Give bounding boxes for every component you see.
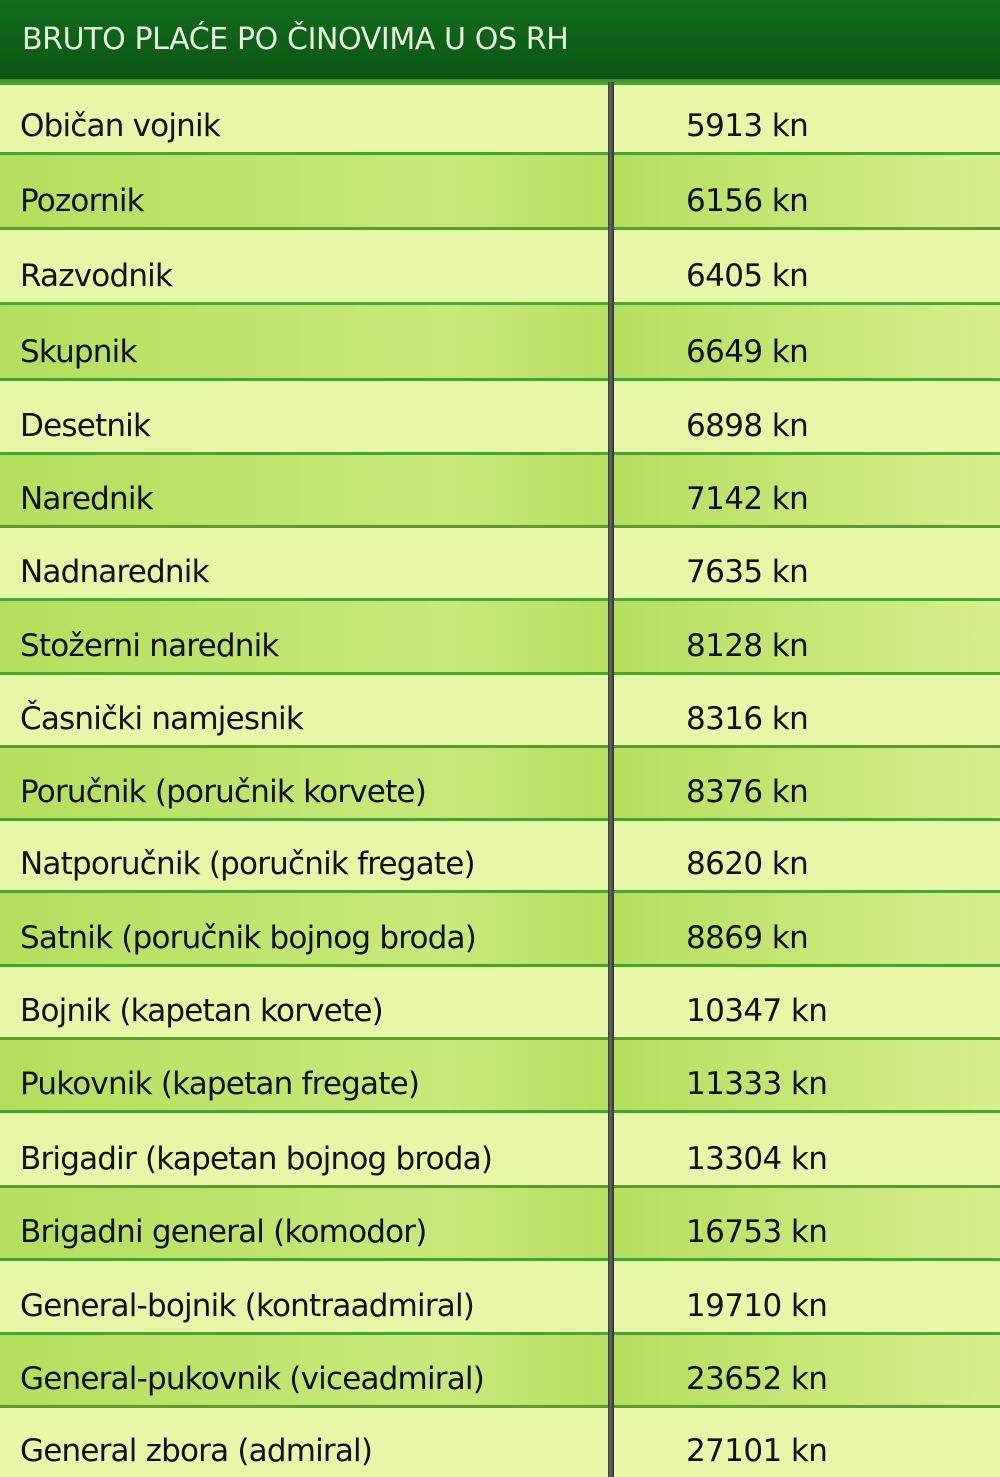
salary-value: 8376 kn [686,774,809,810]
table-header [0,0,1000,82]
rank-label: Časnički namjesnik [20,701,304,737]
salary-value: 8620 kn [686,846,809,882]
table-row [0,378,1000,452]
rank-label: Bojnik (kapetan korvete) [20,993,383,1029]
table-row [0,1258,1000,1332]
rank-label: General-pukovnik (viceadmiral) [20,1361,485,1397]
rank-label: Razvodnik [20,258,173,294]
rank-label: Brigadni general (komodor) [20,1214,427,1250]
salary-value: 16753 kn [686,1214,828,1250]
rank-label: Pukovnik (kapetan fregate) [20,1066,420,1102]
rank-label: Pozornik [20,183,144,219]
salary-value: 19710 kn [686,1288,828,1324]
rank-label: General zbora (admiral) [20,1433,373,1469]
salary-value: 6156 kn [686,183,809,219]
rank-label: Poručnik (poručnik korvete) [20,774,426,810]
rank-label: Satnik (poručnik bojnog broda) [20,920,477,956]
table-row [0,1037,1000,1110]
salary-rows [0,82,1000,1477]
salary-value: 10347 kn [686,993,828,1029]
table-row [0,302,1000,378]
salary-value: 11333 kn [686,1066,828,1102]
salary-value: 13304 kn [686,1141,828,1177]
table-row [0,890,1000,964]
rank-label: Desetnik [20,408,151,444]
table-row [0,227,1000,302]
salary-value: 7635 kn [686,554,809,590]
table-title: BRUTO PLAĆE PO ČINOVIMA U OS RH [22,22,569,57]
salary-value: 23652 kn [686,1361,828,1397]
rank-label: Skupnik [20,334,137,370]
table-row [0,1185,1000,1258]
table-row [0,1110,1000,1185]
table-row [0,598,1000,672]
salary-value: 8869 kn [686,920,809,956]
rank-label: Nadnarednik [20,554,209,590]
table-row [0,818,1000,890]
salary-value: 6649 kn [686,334,809,370]
salary-value: 6898 kn [686,408,809,444]
table-row [0,1332,1000,1405]
rank-label: Stožerni narednik [20,628,279,664]
table-row [0,964,1000,1037]
rank-label: Brigadir (kapetan bojnog broda) [20,1141,493,1177]
salary-value: 7142 kn [686,481,809,517]
table-row [0,1405,1000,1477]
rank-label: Natporučnik (poručnik fregate) [20,846,475,882]
table-row [0,82,1000,152]
salary-value: 8128 kn [686,628,809,664]
table-row [0,745,1000,818]
table-row [0,452,1000,525]
table-row [0,672,1000,745]
rank-label: Običan vojnik [20,108,220,144]
salary-value: 8316 kn [686,701,809,737]
column-divider [608,82,614,1477]
rank-label: General-bojnik (kontraadmiral) [20,1288,475,1324]
salary-value: 5913 kn [686,108,809,144]
rank-label: Narednik [20,481,153,517]
salary-value: 6405 kn [686,258,809,294]
table-row [0,525,1000,598]
table-row [0,152,1000,227]
salary-value: 27101 kn [686,1433,828,1469]
